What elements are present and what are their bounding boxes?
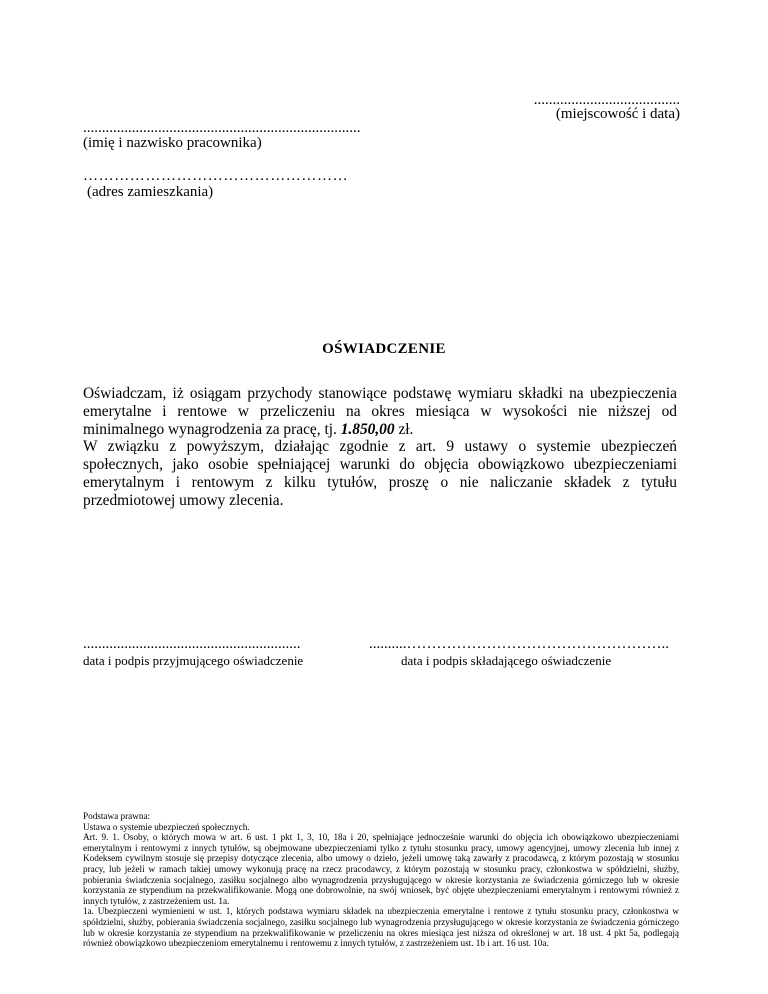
statement-paragraph-2: W związku z powyższym, działając zgodnie z art. 9 ustawy o systemie ubezpieczeń społecznych, jako osobie spełniającej warunki do objęcia obowiązkowo ubezpieczeniami emerytalnym i rentowym z kilku tytułów, proszę o nie naliczanie składek z tytułu przedmiotowej umowy zlecenia. — [83, 438, 677, 509]
statement-paragraph-1 — [83, 385, 677, 438]
receiver-signature-dots: .......................................................... — [83, 636, 301, 652]
place-date-dots: ....................................... — [533, 92, 680, 108]
receiver-signature-label: data i podpis przyjmującego oświadczenie — [83, 653, 304, 668]
legal-basis-act: Ustawa o systemie ubezpieczeń społecznych. — [83, 821, 250, 832]
place-date-label: (miejscowość i data) — [555, 106, 680, 122]
declarant-signature-dots: ..........…………………………………………….. — [369, 636, 669, 652]
legal-basis-heading: Podstawa prawna: — [83, 811, 151, 821]
currency-text: zł. — [398, 420, 414, 438]
legal-basis — [83, 811, 679, 949]
employee-name-dots: .......................................................................... — [83, 120, 361, 136]
statement-text-1: Oświadczam, iż osiągam przychody stanowiące podstawę wymiaru składki na ubezpieczenia emerytalne i rentowe w przeliczeniu na okres miesiąca w wysokości nie niższej od minimalnego wynagrodzenia za pracę, tj. — [83, 385, 677, 438]
legal-basis-art9: Art. 9. 1. Osoby, o których mowa w art. 6 ust. 1 pkt 1, 3, 10, 18a i 20, spełniające jednocześnie warunki do objęcia ich obowiązkowo ubezpieczeniami emerytalnym i rentowymi z innych tytułów, są obejmowane ubezpieczeniami tylko z tytułu stosunku pracy, umowy agencyjnej, umowy zlecenia lub innej z Kodeksem cywilnym stosuje się przepisy dotyczące zlecenia, albo umowy o dzieło, jeżeli umowę taką zawarły z pracodawcą, z którym pozostają w stosunku pracy, lub jeżeli w ramach takiej umowy wykonują pracę na rzecz pracodawcy, z którym pozostają w stosunku pracy, członkostwa w spółdzielni, służby, pobierania świadczenia socjalnego, zasiłku socjalnego albo wynagrodzenia przysługującego w okresie korzystania ze świadczenia górniczego lub w okresie korzystania ze stypendium na przekwalifikowanie. Mogą one dobrowolnie, na swój wniosek, być objęte ubezpieczeniami emerytalnym i rentowymi również z innych tytułów, z zastrzeżeniem ust. 1a. — [83, 832, 679, 906]
address-dots: …………………………………………… — [83, 168, 349, 184]
declarant-signature-label: data i podpis składającego oświadczenie — [401, 653, 612, 668]
legal-basis-art9-1a: 1a. Ubezpieczeni wymienieni w ust. 1, których podstawa wymiaru składek na ubezpieczenia emerytalne i rentowe z tytułu stosunku pracy, członkostwa w spółdzielni, służby, pobierania świadczenia socjalnego, zasiłku socjalnego lub wynagrodzenia przysługującego w okresie korzystania ze świadczenia górniczego lub w okresie korzystania ze stypendium na przekwalifikowanie w przeliczeniu na okres miesiąca jest niższa od określonej w art. 18 ust. 4 pkt 5a, podlegają również obowiązkowo ubezpieczeniom emerytalnemu i rentowemu z innych tytułów, z zastrzeżeniem ust. 1b i art. 16 ust. 10a. — [83, 906, 679, 949]
employee-name-label: (imię i nazwisko pracownika) — [83, 135, 262, 151]
document-title: OŚWIADCZENIE — [322, 341, 446, 357]
statement-body — [83, 385, 677, 510]
salary-amount: 1.850,00 — [340, 420, 395, 438]
address-label: (adres zamieszkania) — [87, 184, 214, 200]
